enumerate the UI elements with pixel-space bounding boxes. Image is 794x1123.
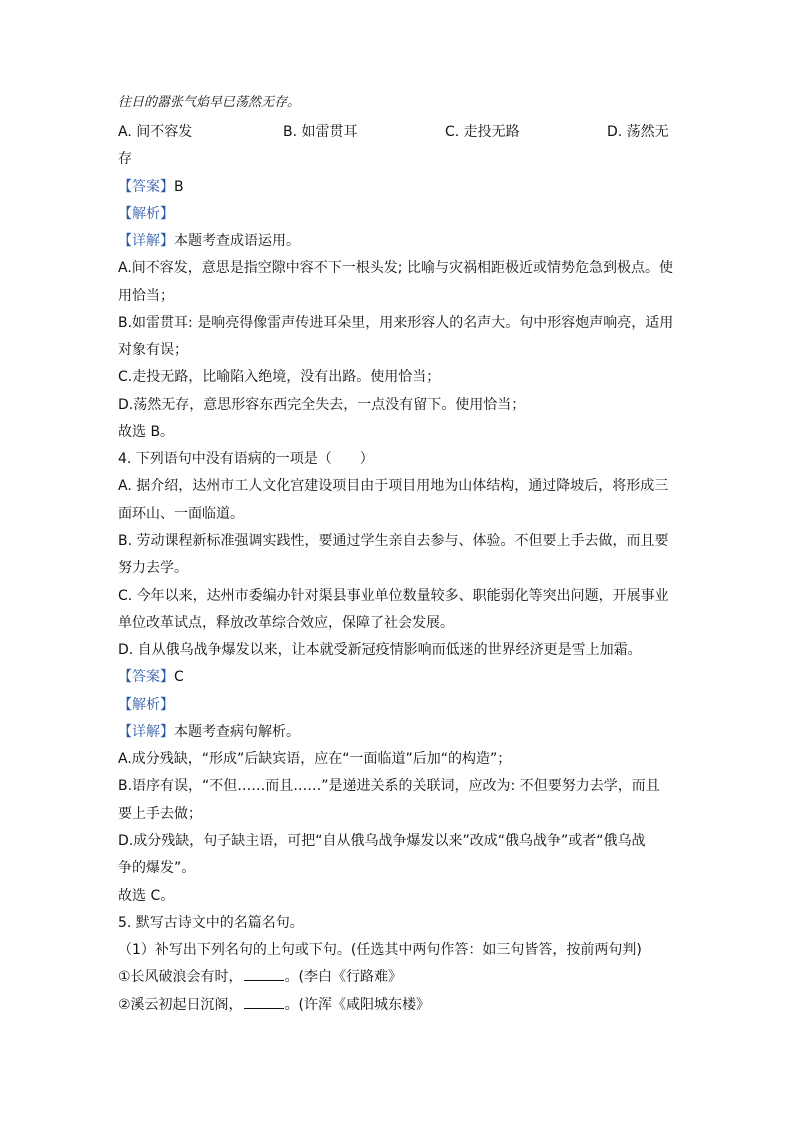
q4-stem: 4. 下列语句中没有语病的一项是（ ） xyxy=(118,451,374,467)
q3-detail-line xyxy=(118,232,300,250)
answer-tag: 【答案】 xyxy=(118,179,174,195)
detail-intro: 本题考查病句解析。 xyxy=(174,724,300,740)
q4-explain-line: D.成分残缺，句子缺主语，可把“自从俄乌战争爆发以来”改成“俄乌战争”或者“俄乌战 xyxy=(118,833,646,849)
q3-option-wrap: 存 xyxy=(118,151,132,167)
item-2-post: 。(许浑《咸阳城东楼》 xyxy=(284,997,431,1013)
q4-explain-line: B.语序有误，“不但……而且……”是递进关系的关联词，应改为: 不但要努力去学，而且 xyxy=(118,778,660,794)
analysis-tag: 【解析】 xyxy=(118,206,174,222)
detail-intro: 本题考查成语运用。 xyxy=(174,233,300,249)
q3-conclusion: 故选 B。 xyxy=(118,424,175,440)
q4-option-line: C. 今年以来，达州市委编办针对渠县事业单位数量较多、职能弱化等突出问题，开展事业 xyxy=(118,588,669,604)
q5-stem: 5. 默写古诗文中的名篇名句。 xyxy=(118,915,304,931)
answer-value: B xyxy=(174,179,184,195)
item-1-pre: ①长风破浪会有时， xyxy=(118,969,243,985)
fill-blank xyxy=(244,968,284,981)
q4-option-line: 单位改革试点，释放改革综合效应，保障了社会发展。 xyxy=(118,615,454,631)
q5-item-1 xyxy=(118,968,402,986)
fill-blank xyxy=(244,996,284,1009)
q3-option-c: C. 走投无路 xyxy=(445,124,520,140)
q3-option-b: B. 如雷贯耳 xyxy=(283,124,358,140)
q5-sub1: （1）补写出下列名句的上句或下句。(任选其中两句作答：如三句皆答，按前两句判) xyxy=(118,942,642,958)
q4-answer-line xyxy=(118,668,184,686)
q4-conclusion: 故选 C。 xyxy=(118,888,175,904)
detail-tag: 【详解】 xyxy=(118,233,174,249)
q3-explain-line: B.如雷贯耳: 是响亮得像雷声传进耳朵里，用来形容人的名声大。句中形容炮声响亮，适用 xyxy=(118,315,674,331)
q5-item-2 xyxy=(118,996,430,1014)
q3-option-a: A. 间不容发 xyxy=(118,124,193,140)
analysis-tag: 【解析】 xyxy=(118,697,174,713)
q4-option-line: 面环山、一面临道。 xyxy=(118,506,244,522)
detail-tag: 【详解】 xyxy=(118,724,174,740)
q3-explain-line: 用恰当； xyxy=(118,288,174,304)
q4-option-line: 努力去学。 xyxy=(118,560,188,576)
q4-option-line: D. 自从俄乌战争爆发以来，让本就受新冠疫情影响而低迷的世界经济更是雪上加霜。 xyxy=(118,642,642,658)
q3-answer-line xyxy=(118,178,184,196)
q4-detail-line xyxy=(118,723,300,741)
q4-explain-line: A.成分残缺，“形成”后缺宾语，应在“一面临道”后加“的构造”； xyxy=(118,751,512,767)
q3-explain-line: D.荡然无存，意思形容东西完全失去，一点没有留下。使用恰当； xyxy=(118,397,526,413)
q4-explain-line: 争的爆发”。 xyxy=(118,860,196,876)
answer-value: C xyxy=(174,669,184,685)
answer-tag: 【答案】 xyxy=(118,669,174,685)
q4-explain-line: 要上手去做； xyxy=(118,806,202,822)
item-2-pre: ②溪云初起日沉阁， xyxy=(118,997,243,1013)
q4-option-line: A. 据介绍，达州市工人文化宫建设项目由于项目用地为山体结构，通过降坡后，将形成三 xyxy=(118,478,669,494)
q4-option-line: B. 劳动课程新标准强调实践性，要通过学生亲自去参与、体验。不但要上手去做，而且要 xyxy=(118,533,669,549)
q3-explain-line: C.走投无路，比喻陷入绝境，没有出路。使用恰当； xyxy=(118,369,441,385)
q3-explain-line: A.间不容发，意思是指空隙中容不下一根头发; 比喻与灾祸相距极近或情势危急到极点。使 xyxy=(118,260,673,276)
top-fragment: 往日的嚣张气焰早已荡然无存。 xyxy=(118,95,301,110)
item-1-post: 。(李白《行路难》 xyxy=(284,969,403,985)
q3-explain-line: 对象有误； xyxy=(118,342,188,358)
q3-option-d: D. 荡然无 xyxy=(607,124,669,140)
